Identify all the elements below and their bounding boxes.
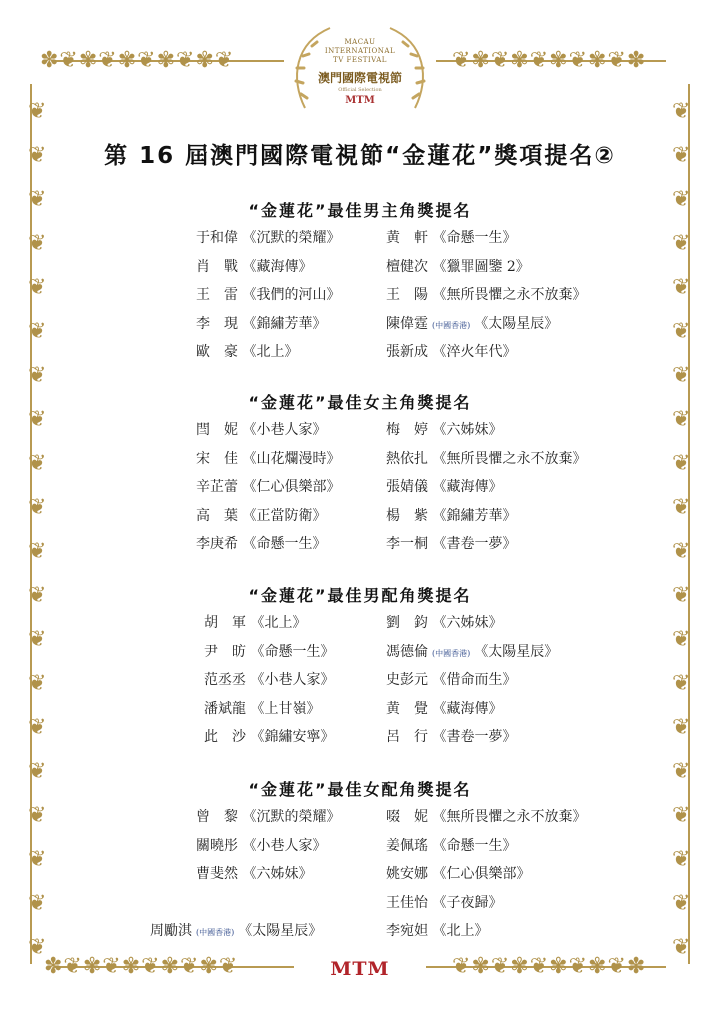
nominee-left [196,448,340,468]
section-title: “金蓮花”最佳男配角獎提名 [248,586,472,605]
footer-brand: MTM [330,958,390,980]
nominee-entry: 姜佩瑤 《命懸一生》 [386,837,517,854]
logo-line-2: INTERNATIONAL [324,47,396,55]
nominee-right [386,863,530,883]
nominee-right [386,892,502,912]
logo-chinese: 澳門國際電視節 [317,71,402,85]
nominee-entry: 王佳怡 《子夜歸》 [386,894,503,911]
nominee-entry: 尹 昉 《命懸一生》 [204,643,335,660]
nominee-entry: 張新成 《淬火年代》 [386,344,517,360]
nominee-left [204,641,334,661]
nominee-left [196,341,298,361]
nominee-right [386,256,530,276]
nominee-entry: 辛芷蕾 《仁心俱樂部》 [196,479,341,495]
nominee-entry: 黄 軒 《命懸一生》 [386,230,517,246]
nominee-entry: 肖 戰 《藏海傳》 [196,258,313,275]
nominee-entry: 梅 婷 《六姊妹》 [386,422,503,438]
nominee-entry: 王 雷 《我們的河山》 [196,287,341,303]
nominee-right [386,448,586,468]
nominee-entry: 黄 覺 《藏海傳》 [386,700,503,717]
drama-title: 《太陽星辰》 [474,643,559,660]
region-note: (中國香港) [196,928,235,937]
nominee-left [204,698,320,718]
region-note: (中國香港) [432,648,471,658]
nominee-entry: 馮德倫 [386,643,428,660]
drama-title: 《太陽星辰》 [474,315,559,332]
nominee-right [386,533,516,553]
ornament-top-right: ❦✾❦✾❦✾❦✾❦✽ [452,48,647,73]
nominee-left [196,835,326,855]
nominee-entry: 潘斌龍 《上甘嶺》 [204,700,321,717]
region-note: (中國香港) [432,320,471,330]
nominee-left [150,920,322,940]
nominee-entry: 呂 行 《書卷一夢》 [386,729,517,745]
nominee-right [386,698,502,718]
nominee-left [196,256,312,276]
nominee-left [204,669,334,689]
nominee-right [386,419,502,439]
nominee-entry: 閆 妮 《小巷人家》 [196,422,327,438]
nominee-entry: 李一桐 《書卷一夢》 [386,536,517,552]
nominee-entry: 張婧儀 《藏海傳》 [386,479,503,495]
nominee-entry: 宋 佳 《山花爛漫時》 [196,450,341,467]
nominee-entry: 啜 妮 《無所畏懼之永不放棄》 [386,809,587,825]
nominee-left [196,806,340,826]
nominee-left [196,284,340,304]
nominee-right [386,476,502,496]
nominee-left [196,476,340,496]
nominee-entry: 歐 豪 《北上》 [196,344,299,360]
nominee-entry: 劉 鈞 《六姊妹》 [386,615,503,631]
nominee-left [196,227,340,247]
nominee-entry: 高 葉 《正當防衛》 [196,507,327,524]
nominee-entry: 李庚希 《命懸一生》 [196,536,327,552]
nominee-right [386,920,488,940]
ornament-bottom-left: ✽❦✾❦✾❦✾❦✾❦ [44,954,239,979]
nominee-right [386,806,586,826]
nominee-entry: 史彭元 《借命而生》 [386,672,517,688]
nominee-entry: 姚安娜 《仁心俱樂部》 [386,866,531,882]
logo-line-3: TV FESTIVAL [333,56,387,64]
nominee-right [386,284,586,304]
nominee-right [386,726,516,746]
logo-brand: MTM [345,95,375,106]
nominee-entry: 李宛妲 《北上》 [386,923,489,939]
nominee-left [204,726,334,746]
ornament-top-left: ✽❦✾❦✾❦✾❦✾❦ [40,48,235,73]
nominee-entry: 王 陽 《無所畏懼之永不放棄》 [386,287,587,303]
nominee-entry: 熱依扎 《無所畏懼之永不放棄》 [386,450,587,467]
logo-line-1: MACAU [344,38,376,46]
nominee-entry: 關曉彤 《小巷人家》 [196,837,327,854]
nominee-right [386,835,516,855]
section-title: “金蓮花”最佳男主角獎提名 [248,201,472,220]
drama-title: 《太陽星辰》 [238,923,323,939]
nominee-right [386,641,558,661]
nominee-right [386,227,516,247]
nominee-right [386,341,516,361]
ornament-left: ❦❦❦❦❦❦❦❦❦❦❦❦❦❦❦❦❦❦❦❦ [28,99,48,960]
festival-logo [285,18,435,118]
logo-subtitle: Official Selection [338,87,382,93]
nominee-entry: 曾 黎 《沉默的榮耀》 [196,809,341,825]
nominee-entry: 李 現 《錦繡芳華》 [196,315,327,332]
nominee-right [386,505,516,525]
nominee-right [386,612,502,632]
nominee-entry: 楊 紫 《錦繡芳華》 [386,507,517,524]
nominee-entry: 檀健次 《獵罪圖鑒 2》 [386,258,530,275]
nominee-entry: 周勵淇 [150,923,192,939]
nominee-left [196,863,312,883]
nominee-left [196,419,326,439]
nominee-left [196,505,326,525]
section-title: “金蓮花”最佳女配角獎提名 [248,780,472,799]
section-title: “金蓮花”最佳女主角獎提名 [248,393,472,412]
nominee-right [386,313,558,333]
nominee-entry: 陳偉霆 [386,315,428,332]
page-title: 第 16 屆澳門國際電視節“金蓮花”獎項提名② [104,143,616,169]
ornament-right: ❦❦❦❦❦❦❦❦❦❦❦❦❦❦❦❦❦❦❦❦ [672,99,692,960]
nominee-entry: 此 沙 《錦繡安寧》 [204,729,335,745]
nominee-entry: 于和偉 《沉默的榮耀》 [196,230,341,246]
nominee-entry: 胡 軍 《北上》 [204,615,307,631]
nominee-entry: 曹斐然 《六姊妹》 [196,866,313,882]
nominee-left [196,313,326,333]
ornament-bottom-right: ❦✾❦✾❦✾❦✾❦✽ [452,954,647,979]
nominee-right [386,669,516,689]
nominee-left [196,533,326,553]
nominee-entry: 范丞丞 《小巷人家》 [204,672,335,688]
nominee-left [204,612,306,632]
